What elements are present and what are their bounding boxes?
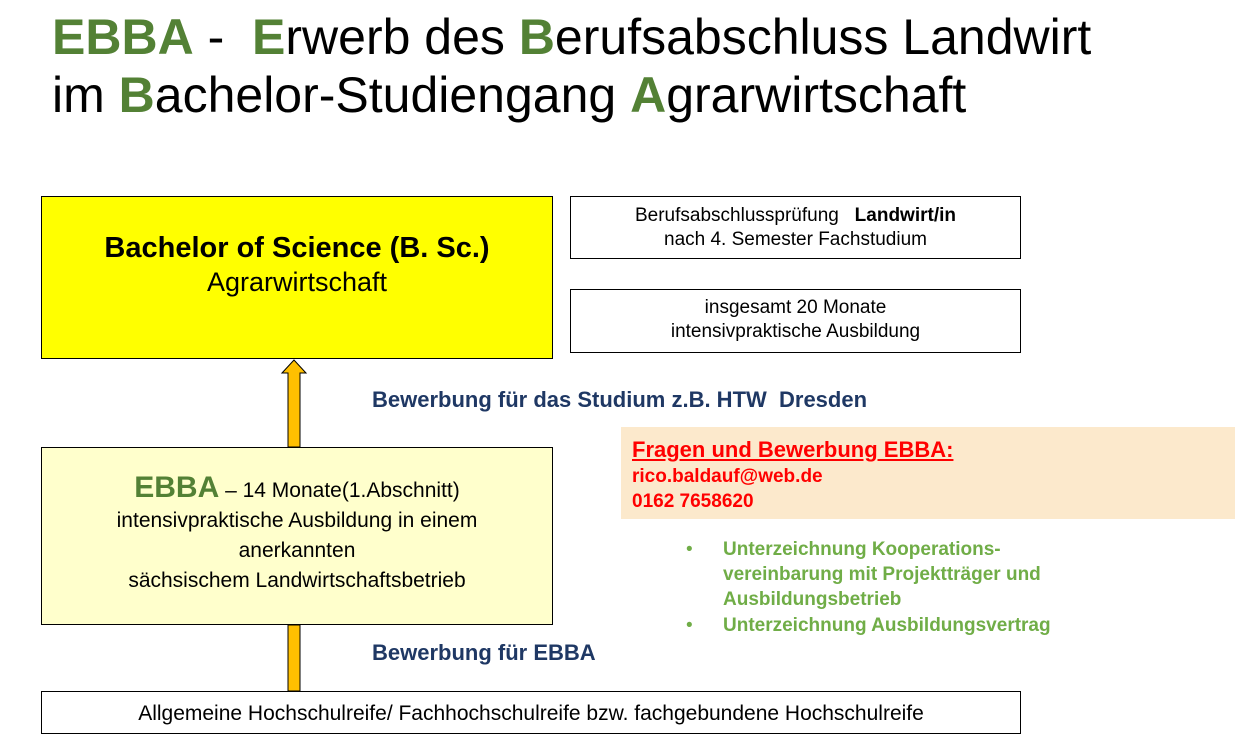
bullet-icon: • [686,615,693,636]
contact-box [621,427,1235,519]
contact-phone: 0162 7658620 [632,491,754,512]
exam-info-line-2: nach 4. Semester Fachstudium [664,229,927,250]
bullet-icon: • [686,539,693,560]
title-line-1-segment-highlight: EBBA [52,9,194,65]
list-item [686,613,1126,638]
apply-study-label: Bewerbung für das Studium z.B. HTW Dresden [372,387,868,412]
title-line-2-segment-highlight: A [630,67,667,123]
arrow-up-to-bachelor [282,360,306,447]
title-line-1-segment: rwerb des [285,9,519,65]
title-line-1-segment: - [193,9,253,65]
ebba-duration: – 14 Monate(1.Abschnitt) [219,479,460,502]
ebba-line-3: anerkannten [238,539,356,562]
ebba-line-1 [42,473,552,506]
exam-info-box [570,196,1021,259]
ebba-line-2: intensivpraktische Ausbildung in einem [116,509,478,532]
title-line-1-segment: erufsabschluss Landwirt [554,9,1092,65]
contact-email[interactable]: rico.baldauf@web.de [632,466,823,487]
bachelor-title: Bachelor of Science (B. Sc.) [104,232,490,264]
exam-info-bold: Landwirt/in [854,205,956,226]
entry-requirements-box: Allgemeine Hochschulreife/ Fachhochschulreife bzw. fachgebundene Hochschulreife [41,691,1021,734]
title-line-1-segment-highlight: E [252,9,286,65]
bachelor-subtitle: Agrarwirtschaft [206,267,388,297]
step-1-line-2: vereinbarung mit Projektträger und [723,564,1041,585]
exam-info-line-1 [571,204,1020,228]
title-line-2-segment: achelor-Studiengang [154,67,631,123]
apply-ebba-label: Bewerbung für EBBA [372,640,596,665]
bachelor-box [41,196,553,359]
training-info-line-2: intensivpraktische Ausbildung [670,321,921,342]
steps-list [686,537,1126,639]
title-line-2-segment: im [52,67,119,123]
arrow-base-to-ebba [288,625,300,691]
step-1-line-3: Ausbildungsbetrieb [723,589,902,610]
contact-heading: Fragen und Bewerbung EBBA: [632,437,954,462]
list-item [686,537,1126,612]
title-line-2-segment: grarwirtschaft [666,67,967,123]
training-info-box [570,289,1021,353]
ebba-name: EBBA [134,471,220,504]
ebba-box [41,447,553,625]
exam-info-prefix: Berufsabschlussprüfung [634,205,855,226]
ebba-line-4: sächsischem Landwirtschaftsbetrieb [128,569,466,592]
training-info-line-1: insgesamt 20 Monate [704,297,887,318]
title-line-2-segment-highlight: B [118,67,155,123]
step-2-line-1: Unterzeichnung Ausbildungsvertrag [723,615,1051,636]
title-line-1-segment-highlight: B [518,9,555,65]
step-1-line-1: Unterzeichnung Kooperations- [723,539,1001,560]
